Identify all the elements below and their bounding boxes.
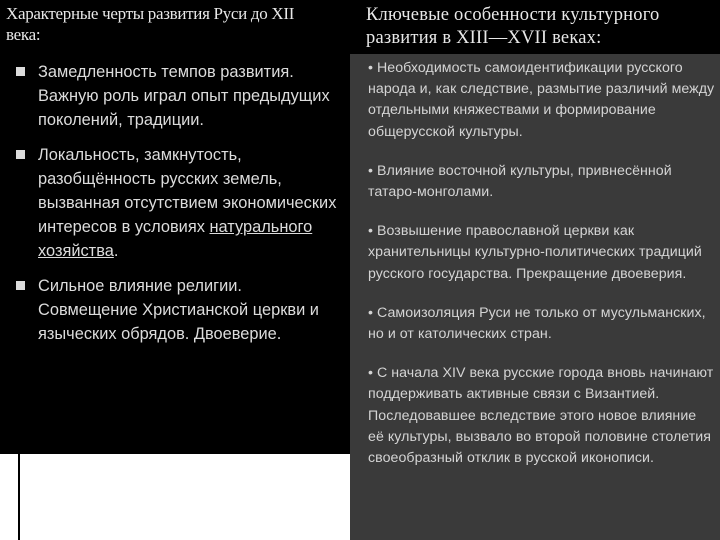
right-bullet-item: • С начала XIV века русские города вновь начинают поддерживать активные связи с Византией. Последовавшее вследствие этого новое влияние её культуры, вызвало во второй половине столетия своеобразный отклик в русской иконописи. <box>368 365 714 467</box>
left-bullet-text: Замедленность темпов развития. Важную роль играл опыт предыдущих поколений, традиции. <box>38 63 330 130</box>
square-bullet-icon <box>16 67 25 76</box>
right-bullet-item: • Влияние восточной культуры, привнесённой татаро-монголами. <box>368 162 672 201</box>
left-bullet-item <box>14 143 346 264</box>
natural-economy-link[interactable]: натурального хозяйства <box>38 218 313 261</box>
left-bullet-item <box>14 274 346 347</box>
left-bullet-item <box>14 60 346 133</box>
right-bullet-item: • Необходимость самоидентификации русского народа и, как следствие, размытие различий между отдельными княжествами и формирование общерусской культуры. <box>368 60 715 140</box>
square-bullet-icon <box>16 281 25 290</box>
left-heading: Характерные черты развития Руси до XII века: <box>6 4 295 44</box>
left-bullet-list <box>14 60 346 356</box>
left-bottom-strip <box>0 454 350 540</box>
right-bullet-item: • Самоизоляция Руси не только от мусульманских, но и от католических стран. <box>368 304 706 343</box>
square-bullet-icon <box>16 150 25 159</box>
right-bullet-item: • Возвышение православной церкви как хранительницы культурно-политических традиций русского государства. Прекращение двоеверия. <box>368 223 702 282</box>
right-heading: Ключевые особенности культурного развития в XIII—XVII веках: <box>366 5 660 48</box>
right-bullet-list <box>368 58 716 483</box>
left-bullet-text: Локальность, замкнутость, разобщённость русских земель, вызванная отсутствием экономических интересов в условиях <box>38 145 337 237</box>
left-bullet-text: Сильное влияние религии. Совмещение Христианской церкви и языческих обрядов. Двоеверие. <box>38 276 319 344</box>
left-bullet-text-end: . <box>113 242 119 261</box>
